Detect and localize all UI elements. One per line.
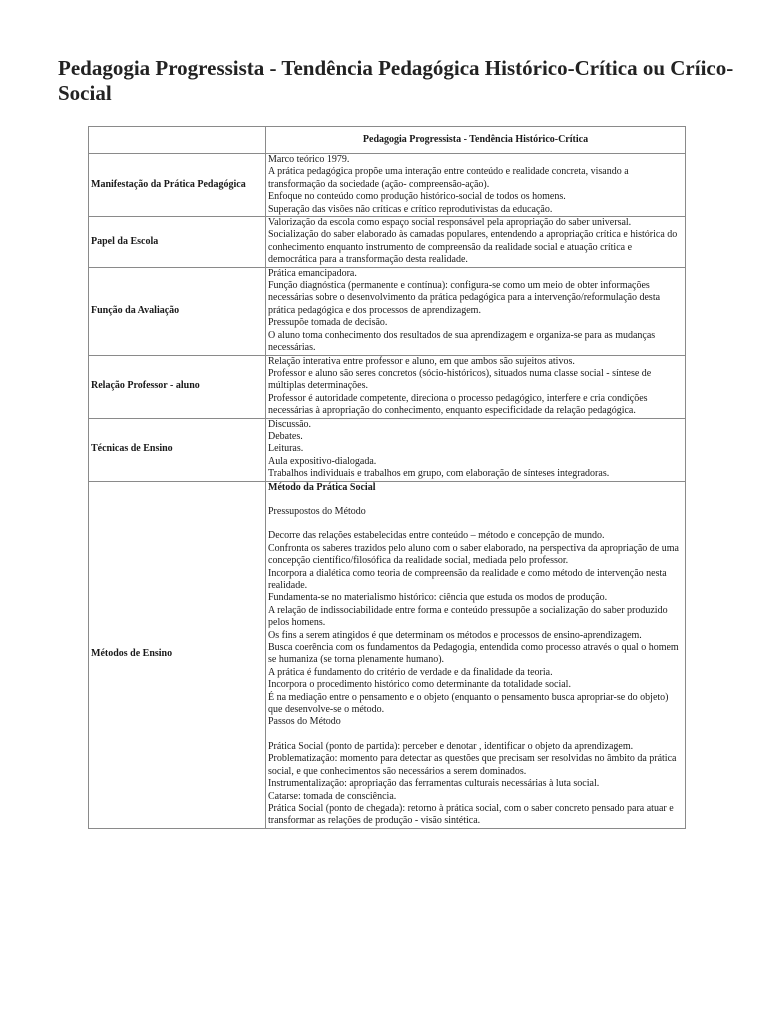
row-content-avaliacao [266, 267, 686, 355]
page-title: Pedagogia Progressista - Tendência Pedagógica Histórico-Crítica ou Críico-Social [58, 56, 734, 105]
content-line: A prática pedagógica propõe uma interação entre conteúdo e realidade concreta, visando a transformação da sociedade (ação- compreensão-ação). [268, 166, 629, 190]
method-subheading: Pressupostos do Método [268, 505, 366, 517]
content-line: Superação das visões não críticas e crítico reprodutivistas da educação. [268, 203, 553, 215]
content-line: Leituras. [268, 443, 304, 455]
content-line: Relação interativa entre professor e aluno, em que ambos são sujeitos ativos. [268, 355, 575, 367]
row-label-manifestacao: Manifestação da Prática Pedagógica [89, 154, 266, 217]
row-label-relacao: Relação Professor - aluno [89, 355, 266, 418]
row-label-tecnicas: Técnicas de Ensino [89, 418, 266, 481]
pressuposto-line: A relação de indissociabilidade entre forma e conteúdo pressupõe a socialização do saber produzido pelos homens. [268, 604, 668, 629]
spacer [268, 518, 683, 530]
spacer [268, 494, 683, 506]
content-line: Prática emancipadora. [268, 267, 357, 279]
content-line: Aula expositivo-dialogada. [268, 455, 377, 467]
pressuposto-line: Passos do Método [268, 716, 341, 728]
content-line: Pressupõe tomada de decisão. [268, 317, 388, 329]
content-line: Professor e aluno são seres concretos (sócio-históricos), situados numa classe social - síntese de múltiplas determinações. [268, 367, 652, 392]
pressuposto-line: Busca coerência com os fundamentos da Pedagogia, entendida como processo através o qual o homem se humaniza (se torna plenamente humano). [268, 642, 679, 666]
row-content-metodos [266, 481, 686, 828]
row-content-manifestacao [266, 154, 686, 217]
method-heading: Método da Prática Social [268, 481, 376, 493]
content-line: O aluno toma conhecimento dos resultados de sua aprendizagem e organiza-se para as mudanças necessárias. [268, 329, 656, 354]
row-label-metodos: Métodos de Ensino [89, 481, 266, 828]
pressuposto-line: Decorre das relações estabelecidas entre conteúdo – método e concepção de mundo. [268, 530, 605, 542]
spacer [268, 729, 683, 741]
content-line: Enfoque no conteúdo como produção histórico-social de todos os homens. [268, 191, 566, 203]
content-line: Professor é autoridade competente, direciona o processo pedagógico, interfere e cria condições necessárias à apropriação do conhecimento, enquanto especificidade da relação pedagógica. [268, 392, 648, 417]
passo-line: Prática Social (ponto de partida): perceber e denotar , identificar o objeto da aprendizagem. [268, 740, 634, 752]
pedagogy-table [88, 126, 686, 829]
pressuposto-line: Fundamenta-se no materialismo histórico: ciência que estuda os modos de produção. [268, 592, 608, 604]
table-row [89, 355, 686, 418]
passo-line: Prática Social (ponto de chegada): retorno à prática social, com o saber concreto pensado para atuar e transformar as relações de produção - visão sintética. [268, 802, 674, 827]
row-content-relacao [266, 355, 686, 418]
table-row [89, 481, 686, 828]
passo-line: Instrumentalização: apropriação das ferramentas culturais necessárias à luta social. [268, 778, 600, 790]
header-empty-cell [89, 127, 266, 154]
table-row [89, 217, 686, 268]
passo-line: Problematização: momento para detectar as questões que precisam ser resolvidas no âmbito da prática social, e que conhecimentos são necessários a serem dominados. [268, 753, 677, 777]
content-line: Marco teórico 1979. [268, 154, 350, 165]
row-label-avaliacao: Função da Avaliação [89, 267, 266, 355]
content-line: Discussão. [268, 418, 312, 430]
content-line: Debates. [268, 430, 303, 442]
table-row [89, 154, 686, 217]
table-row [89, 418, 686, 481]
table-row [89, 267, 686, 355]
pressuposto-line: É na mediação entre o pensamento e o objeto (enquanto o pensamento busca apropriar-se do objeto) que desenvolve-se o método. [268, 691, 669, 716]
table-header-row [89, 127, 686, 154]
table-header: Pedagogia Progressista - Tendência Histórico-Crítica [266, 127, 686, 154]
content-line: Função diagnóstica (permanente e contínua): configura-se como um meio de obter informações necessárias sobre o desenvolvimento da prática pedagógica para a intervenção/reformulação desta prática pedagógica e dos processos de aprendizagem. [268, 280, 661, 316]
row-label-papel-escola: Papel da Escola [89, 217, 266, 268]
row-content-tecnicas [266, 418, 686, 481]
pressuposto-line: Incorpora o procedimento histórico como determinante da totalidade social. [268, 679, 571, 691]
content-line: Trabalhos individuais e trabalhos em grupo, com elaboração de sínteses integradoras. [268, 468, 610, 480]
content-line: Valorização da escola como espaço social responsável pela apropriação do saber universal. [268, 217, 632, 229]
passo-line: Catarse: tomada de consciência. [268, 790, 397, 802]
pressuposto-line: Os fins a serem atingidos é que determinam os métodos e processos de ensino-aprendizagem. [268, 629, 642, 641]
pressuposto-line: Confronta os saberes trazidos pelo aluno com o saber elaborado, na perspectiva da apropriação de uma concepção científico/filosófica da realidade social, mediada pelo professor. [268, 542, 679, 567]
row-content-papel-escola [266, 217, 686, 268]
content-line: Socialização do saber elaborado às camadas populares, entendendo a apropriação crítica e histórica do conhecimento enquanto instrumento de compreensão da realidade social e atuação crítica e democrática para a transformação desta realidade. [268, 229, 678, 266]
pressuposto-line: Incorpora a dialética como teoria de compreensão da realidade e como método de intervenção nesta realidade. [268, 567, 667, 591]
pressuposto-line: A prática é fundamento do critério de verdade e da finalidade da teoria. [268, 666, 553, 678]
